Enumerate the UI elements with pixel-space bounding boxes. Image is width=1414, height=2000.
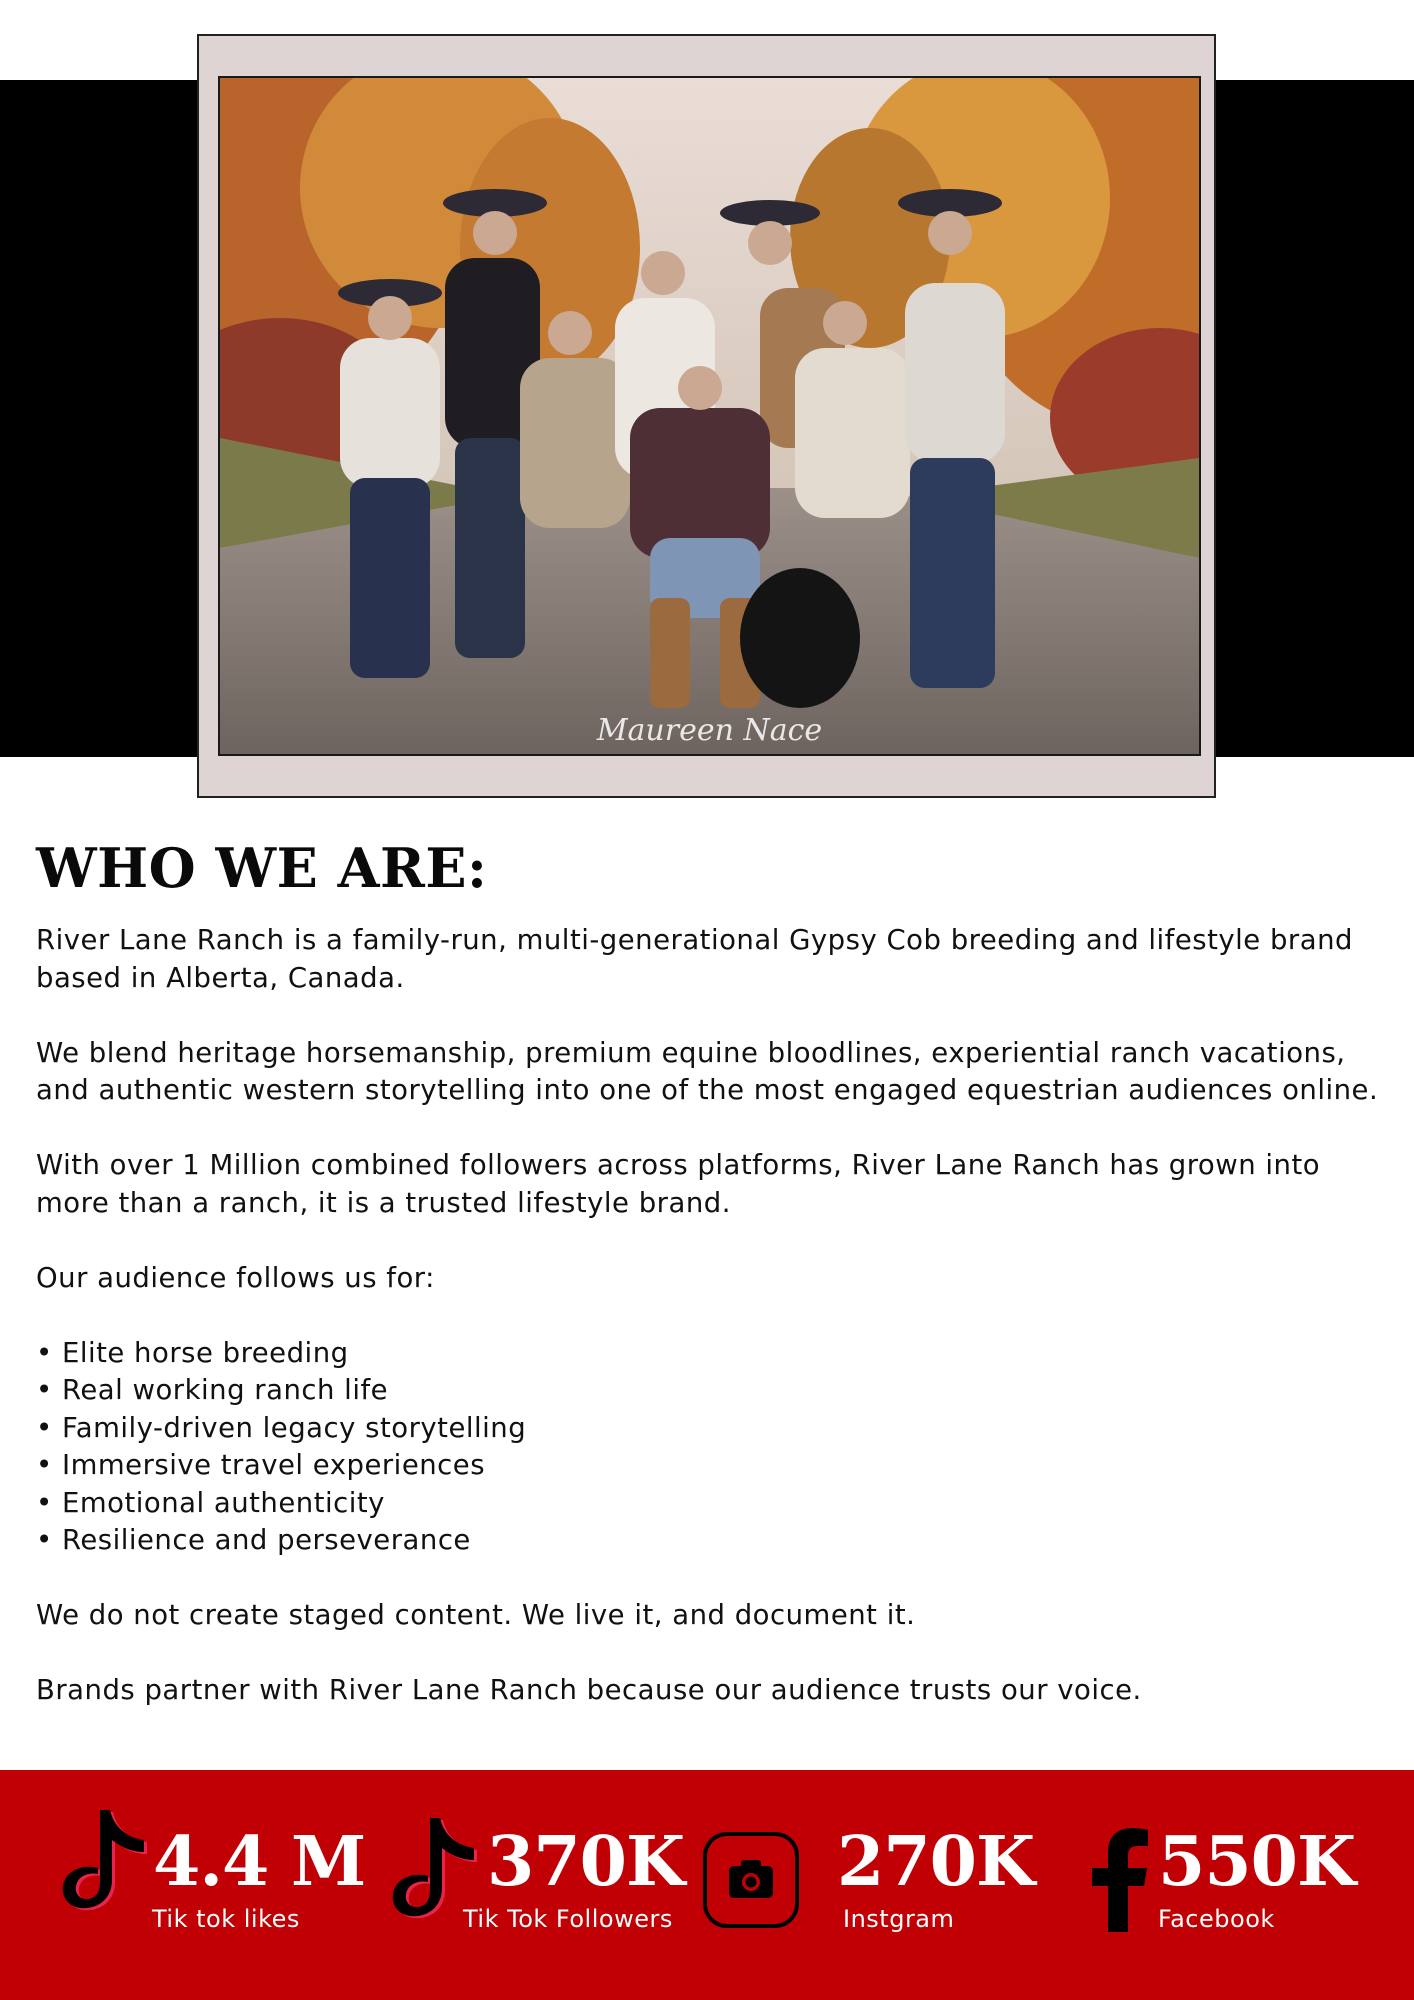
list-item: • Real working ranch life [36, 1374, 389, 1406]
family-photo [218, 76, 1201, 756]
audience-list [36, 1335, 1386, 1560]
tiktok-icon[interactable] [62, 1810, 148, 1914]
section-heading: WHO WE ARE: [36, 836, 488, 900]
stats-bar [0, 1770, 1414, 2000]
audience-intro: Our audience follows us for: [36, 1261, 435, 1294]
blend-paragraph: We blend heritage horsemanship, premium equine bloodlines, experiential ranch vacations, and authentic western storytelling into one of the most engaged equestrian audiences online. [36, 1036, 1379, 1106]
stat-label: Tik Tok Followers [463, 1905, 673, 1933]
stat-label: Facebook [1158, 1905, 1275, 1933]
about-content [36, 922, 1386, 1710]
list-item: • Family-driven legacy storytelling [36, 1411, 527, 1444]
stat-value: 4.4 M [153, 1822, 366, 1902]
stat-label: Instgram [843, 1905, 955, 1933]
list-item: • Emotional authenticity [36, 1486, 385, 1519]
list-item: • Immersive travel experiences [36, 1449, 486, 1481]
list-item: • Resilience and perseverance [36, 1524, 471, 1556]
photo-frame [197, 34, 1216, 798]
stat-value: 550K [1158, 1822, 1356, 1902]
brand-statement: Brands partner with River Lane Ranch because our audience trusts our voice. [36, 1674, 1142, 1706]
list-item: • Elite horse breeding [36, 1336, 349, 1369]
stat-value: 270K [837, 1822, 1035, 1902]
facebook-icon[interactable] [1092, 1828, 1148, 1932]
photographer-watermark: Maureen Nace [596, 713, 823, 748]
instagram-icon[interactable] [703, 1832, 799, 1928]
stat-label: Tik tok likes [152, 1905, 300, 1933]
followers-paragraph: With over 1 Million combined followers across platforms, River Lane Ranch has grown into more than a ranch, it is a trusted lifestyle brand. [36, 1149, 1321, 1219]
intro-paragraph: River Lane Ranch is a family-run, multi-generational Gypsy Cob breeding and lifestyle brand based in Alberta, Canada. [36, 924, 1353, 994]
closing-statement: We do not create staged content. We live it, and document it. [36, 1599, 916, 1631]
stat-value: 370K [487, 1822, 685, 1902]
